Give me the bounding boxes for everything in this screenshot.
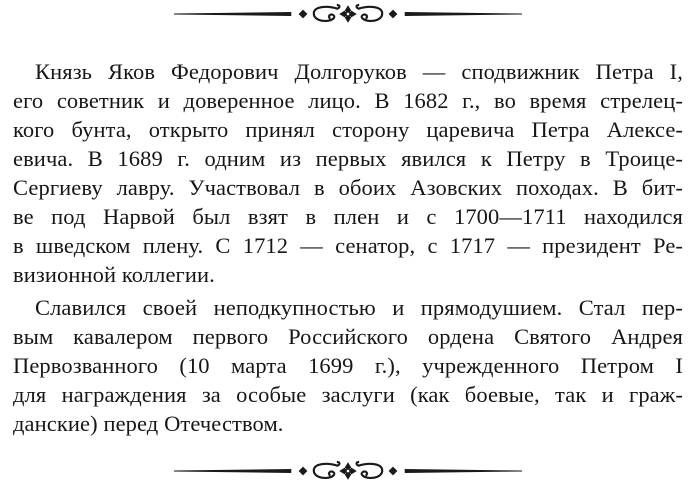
top-divider	[0, 2, 696, 26]
text-line: кого бунта, открыто принял сторону царевича Петра Алексе-	[13, 117, 683, 142]
text-block	[13, 57, 683, 438]
text-line: визионной коллегии.	[13, 262, 215, 287]
scroll-diamond-divider-icon	[172, 459, 524, 483]
bottom-divider	[0, 459, 696, 483]
text-line: вым кавалером первого Российского ордена Святого Андрея	[13, 324, 683, 349]
text-line: в шведском плену. С 1712 — сенатор, с 1717 — президент Ре-	[13, 233, 683, 258]
text-line: Сергиеву лавру. Участвовал в обоих Азовских походах. В бит-	[13, 175, 683, 200]
paragraph-1	[13, 57, 683, 289]
text-line: данские) перед Отечеством.	[13, 411, 284, 436]
text-line: для награждения за особые заслуги (как боевые, так и граж-	[13, 382, 683, 407]
text-line: Славился своей неподкупностью и прямодушием. Стал пер-	[35, 295, 683, 320]
text-line: евича. В 1689 г. одним из первых явился к Петру в Троице-	[13, 146, 683, 171]
scroll-diamond-divider-icon	[172, 2, 524, 26]
text-line: Князь Яков Федорович Долгоруков — сподвижник Петра I,	[35, 59, 683, 84]
paragraph-2	[13, 293, 683, 438]
text-line: ве под Нарвой был взят в плен и с 1700—1711 находился	[13, 204, 683, 229]
text-line: его советник и доверенное лицо. В 1682 г., во время стрелец-	[13, 88, 683, 113]
text-line: Первозванного (10 марта 1699 г.), учрежденного Петром I	[13, 353, 683, 378]
